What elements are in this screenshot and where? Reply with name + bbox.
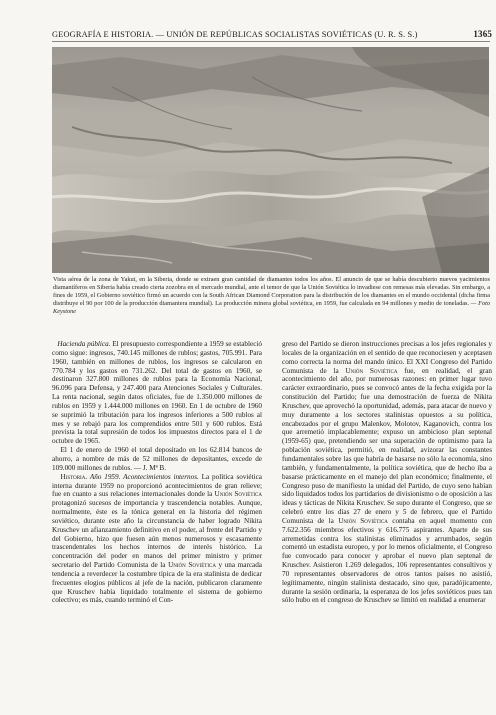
section-title-historia: Historia. bbox=[60, 472, 88, 481]
union-sovietica-term: Unión Soviética bbox=[214, 490, 263, 499]
author-initials: — J. Mª B. bbox=[132, 463, 166, 472]
page-number: 1365 bbox=[473, 29, 492, 39]
section-title-hacienda: Hacienda pública. bbox=[57, 340, 111, 348]
header-title: GEOGRAFÍA E HISTORIA. — UNIÓN DE REPÚBLICAS SOCIALISTAS SOVIÉTICAS (U. R. S. S.) bbox=[52, 29, 418, 39]
paragraph-hacienda bbox=[52, 340, 262, 446]
historia-text-c: y una marcada tendencia a reverdecer la costumbre típica de la era stalinista de dedicar frecuentes elogios públicos al jefe de la nación, publicaron claramente que Kruschev había liquidado totalmente el sistema de gobierno colectivo; es más, cuando terminó el Con- bbox=[52, 561, 263, 605]
historia-text-b: protagonizó sucesos de importancia y trascendencia notables. Aunque, normalmente, éste es la tónica general en la historia del régimen soviético, durante este año la circunstancia de haber logrado Nikita Kruschev un afianzamiento definitivo en el poder, al frente del Partido y del Gobierno, hizo que fuesen aún menos numerosos y escasamente trascendentales los hechos internos de interés histórico. La concentración del poder en manos del primer ministro y primer secretario del Partido Comunista de la bbox=[52, 499, 262, 570]
congreso-text-d: de Kruschev se limitó en realidad a enumerar bbox=[355, 596, 486, 605]
running-header bbox=[52, 27, 492, 41]
aerial-photo bbox=[52, 47, 489, 273]
paragraph-ahorro bbox=[52, 446, 262, 473]
hacienda-text: El presupuesto correspondiente a 1959 se estableció como sigue: ingresos, 740.145 millones de rublos; gastos, 705.991. Para 1960, también en millones de rublos, los ingresos se calcularon en 770.784 y los gastos en 731.262. Del total de gastos en 1960, se destinaron 327.800 millones de rublos para la Economía Nacional, 96.096 para Defensa, y 247.400 para Atenciones Sociales y Culturales. La renta nacional, según datos oficiales, fue de 1.350.000 millones de rublos en 1959 y 1.444.000 millones en 1960. En 1 de octubre de 1960 se suprimió la tributación para los ingresos inferiores a 500 rublos al mes y se rebajó para los comprendidos entre 501 y 600 rublos. Está prevista la total supresión de todos los impuestos directos para el 1 de octubre de 1965. bbox=[52, 340, 262, 446]
historia-text-a: La política soviética interna durante 1959 no proporcionó acontecimientos de gran relieve; fue en cuanto a sus relaciones internacionales donde la bbox=[52, 472, 262, 499]
paragraph-congreso bbox=[282, 340, 492, 605]
congreso-text-b: fue, en realidad, el gran acontecimiento del año, por numerosas razones: en primer lugar tuvo carácter extraordinario, pues se convocó antes de la fecha exigida por la constitución del Partido; fue una demostración de fuerza de Nikita Kruschev, que aprovechó la oportunidad, además, para atacar de nuevo y muy duramente a los sectores stalinistas opuestos a su política, encabezados por el grupo Malenkov, Molotov, Kaganovich, contra los que arremetió implacablemente; expuso un ambicioso plan septenal (1959-65) que, pretendiendo ser una superación de optimismo para la población soviética, permitió, en realidad, avizorar las constantes fundamentales sobre las que habría de basarse no sólo la economía, sino también, y fundamentalmente, la política soviética, que de hecho iba a basarse prácticamente en el manejo del plan económico; finalmente, el Congreso puso de manifiesto la unidad del Partido, de cuyo seno habían sido liquidados todos los partidarios de divisionismo o de oposición a las ideas y tácticas de Nikita Kruschev. Se supo durante el Congreso, que se celebró entre los días 27 de enero y 5 de febrero, que el Partido Comunista de la bbox=[282, 366, 492, 525]
congreso-text-c: contaba en aquel momento con 7.622.356 miembros efectivos y 616.775 aspirantes. Aparte de sus arremetidas contra los stalinistas eliminados y arrumbados, según comentó un estadista europeo, y por lo menos oficialmente, el Congreso fue convocado para conocer y aprobar el nuevo plan septenal de Kruschev. Asistieron 1.269 delegados, 106 representantes consultivos y 70 representantes observadores de otros tantos países no asistió, legítimamente, ningún stalinista destacado, sino que, paradójicamente, durante la sesión ordinaria, la esperanza de los jefes soviéticos pues tan sólo hubo en el congreso bbox=[282, 516, 492, 605]
left-column bbox=[52, 340, 262, 605]
right-column bbox=[282, 340, 492, 605]
photo-caption bbox=[53, 276, 490, 316]
congreso-text-a: greso del Partido se dieron instrucciones precisas a los jefes regionales y locales de la organización en el sentido de que reconociesen y aceptasen como correcta la norma del mando único. El XXI Congreso del Partido Comunista de la bbox=[282, 340, 492, 375]
ahorro-text: El 1 de enero de 1960 el total depositado en los 62.814 bancos de ahorro, a nombre de más de 52 millones de depositantes, excede de 109.000 millones de rublos. bbox=[52, 446, 262, 472]
caption-text: Vista aérea de la zona de Yakut, en la Siberia, donde se extraen gran cantidad de diamantes todos los años. El anuncio de que se había descubierto nuevos yacimientos diamantíferos en Siberia había creado cierta zozobra en el mercado mundial, ante el temor de que la Unión Soviética lo invadiese con remesas más elevadas. Sin embargo, a fines de 1959, el Gobierno soviético firmó un acuerdo con la South African Diamond Corporation para la distribución de los diamantes en el mundo occidental (dicha firma distribuye el 90 por 100 de la producción diamantera mundial). La producción minera global soviética, en 1959, fue calculada en 94 millones y medio de toneladas. bbox=[53, 276, 490, 308]
aerial-photo-image bbox=[52, 47, 489, 273]
header-rule bbox=[52, 41, 490, 42]
union-sovietica-term: Unión Soviética bbox=[338, 516, 388, 525]
union-sovietica-term: Unión Soviética bbox=[345, 366, 398, 375]
paragraph-historia bbox=[52, 473, 262, 606]
subsection-title-1959: Año 1959. Acontecimientos internos. bbox=[87, 472, 199, 481]
union-sovietica-term: Unión Soviética bbox=[168, 561, 216, 570]
caption-credit: — Foto Keystone bbox=[53, 300, 490, 316]
